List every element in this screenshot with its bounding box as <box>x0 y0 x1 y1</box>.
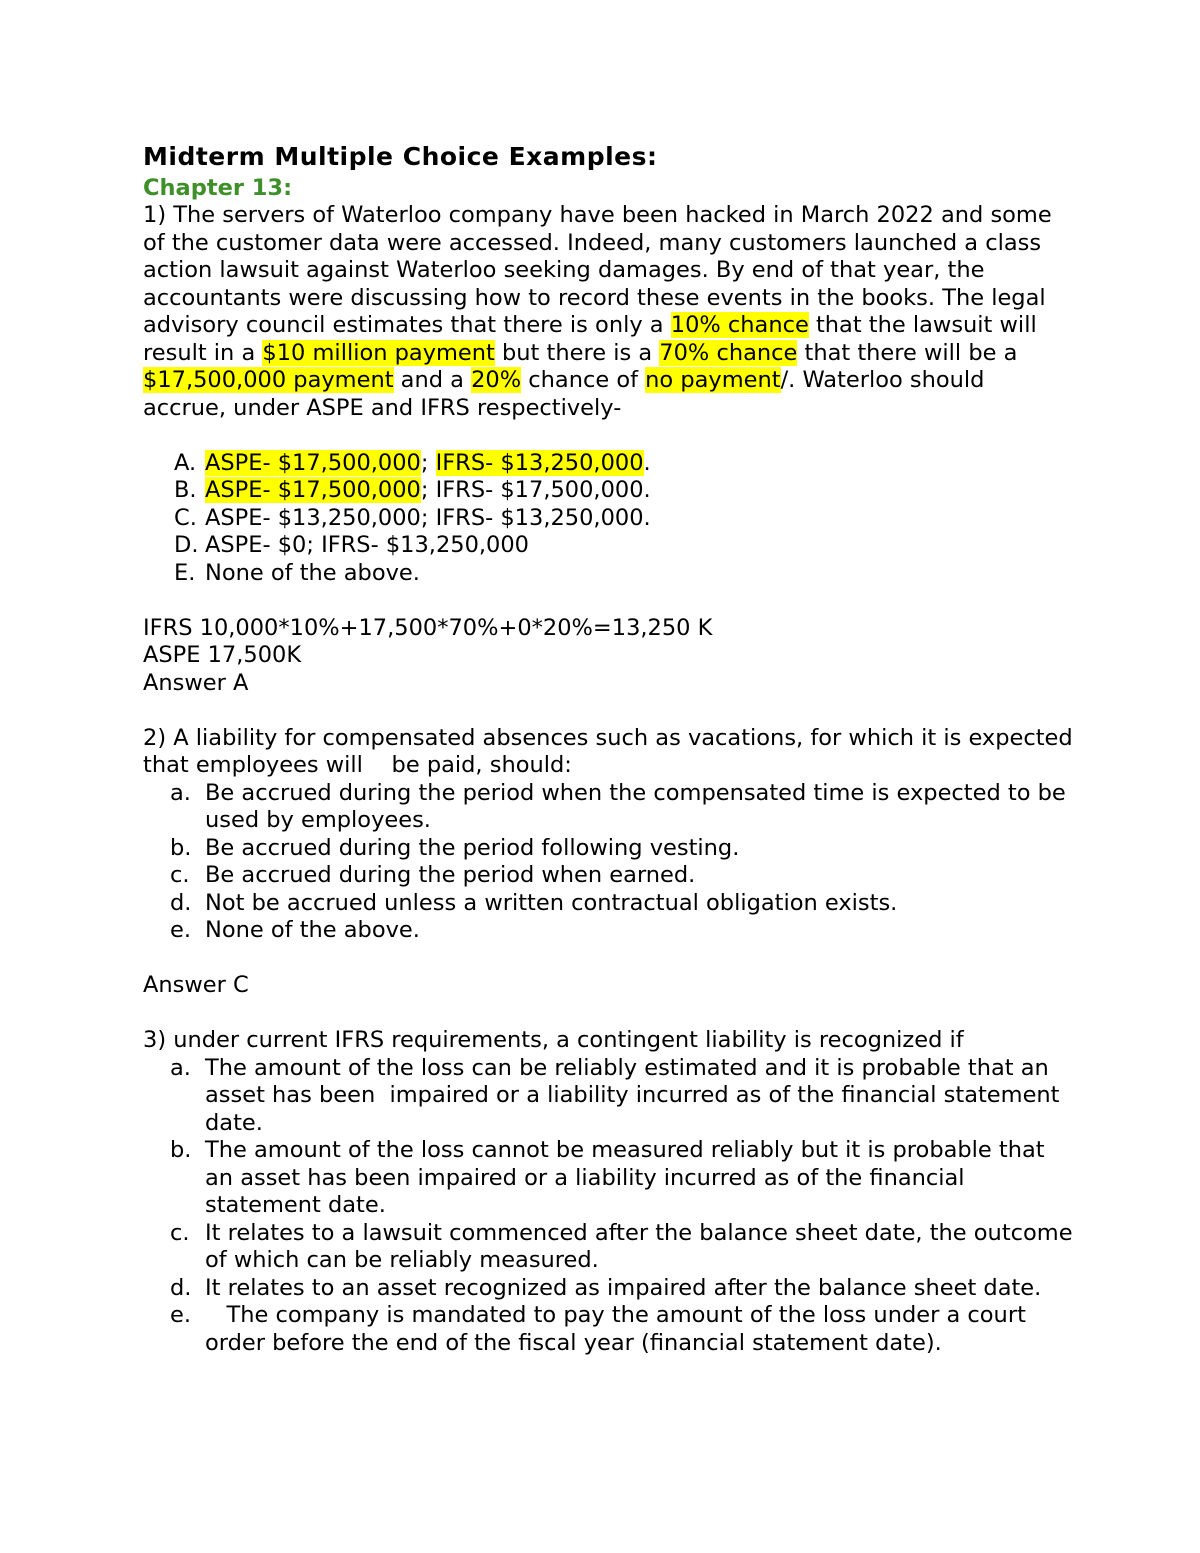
page-title: Midterm Multiple Choice Examples: <box>143 142 658 171</box>
q3-option-e: e. The company is mandated to pay the amount of the loss under a court order before the end of the fiscal year (financial statement date). <box>170 1302 1034 1356</box>
question-3-options <box>143 1055 1073 1358</box>
calc-line-aspe: ASPE 17,500K <box>143 642 302 668</box>
question-3-stem: 3) under current IFRS requirements, a contingent liability is recognized if <box>143 1027 964 1053</box>
q2-option-a: a. Be accrued during the period when the compensated time is expected to be used by employees. <box>170 779 1066 833</box>
highlight-10-chance: 10% chance <box>670 312 809 338</box>
option-e: E. None of the above. <box>174 559 420 586</box>
q2-option-b: b. Be accrued during the period following vesting. <box>170 834 740 861</box>
chapter-heading: Chapter 13: <box>143 175 293 201</box>
question-1-stem: 1) The servers of Waterloo company have been hacked in March 2022 and some of the customer data were accessed. Indeed, many customers launched a class action lawsuit against Waterloo seeking damages. By end of that year, the accountants were discussing how to record these events in the books. The legal advisory council estimates that there is only a 10% chance that the lawsuit will result in a $10 million payment but there is a 70% chance that there will be a $17,500,000 payment and a 20% chance of no payment/. Waterloo should accrue, under ASPE and IFRS respectively- <box>143 202 1059 421</box>
q2-option-e: e. None of the above. <box>170 917 420 943</box>
calc-line-ifrs: IFRS 10,000*10%+17,500*70%+0*20%=13,250 K <box>143 614 713 641</box>
q3-option-c: c. It relates to a lawsuit commenced after the balance sheet date, the outcome of which can be reliably measured. <box>170 1219 1073 1273</box>
highlight-20: 20% <box>471 367 522 393</box>
q3-option-d: d. It relates to an asset recognized as impaired after the balance sheet date. <box>170 1274 1042 1301</box>
q2-option-d: d. Not be accrued unless a written contractual obligation exists. <box>170 889 898 916</box>
q2-option-c: c. Be accrued during the period when earned. <box>170 862 696 888</box>
highlight-no-payment: no payment <box>645 367 781 393</box>
question-2-stem: 2) A liability for compensated absences such as vacations, for which it is expected that employees will be paid, should: <box>143 724 1080 778</box>
option-d: D. ASPE- $0; IFRS- $13,250,000 <box>174 532 529 558</box>
answer-q2: Answer C <box>143 972 249 998</box>
question-1-options <box>143 450 1073 588</box>
answer-q1: Answer A <box>143 669 249 696</box>
highlight-10-million: $10 million payment <box>262 339 495 366</box>
document-page <box>143 140 1080 1357</box>
question-2-options <box>143 780 1073 945</box>
q3-option-a: a. The amount of the loss can be reliably estimated and it is probable that an asset has been impaired or a liability incurred as of the financial statement date. <box>170 1054 1067 1136</box>
option-c: C. ASPE- $13,250,000; IFRS- $13,250,000. <box>174 504 651 531</box>
option-b: B. ASPE- $17,500,000; IFRS- $17,500,000. <box>174 477 651 503</box>
q3-option-b: b. The amount of the loss cannot be measured reliably but it is probable that an asset has been impaired or a liability incurred as of the financial statement date. <box>170 1137 1045 1218</box>
option-a: A. ASPE- $17,500,000; IFRS- $13,250,000. <box>174 449 651 476</box>
highlight-17500000: $17,500,000 payment <box>143 367 394 393</box>
highlight-70-chance: 70% chance <box>659 339 798 366</box>
